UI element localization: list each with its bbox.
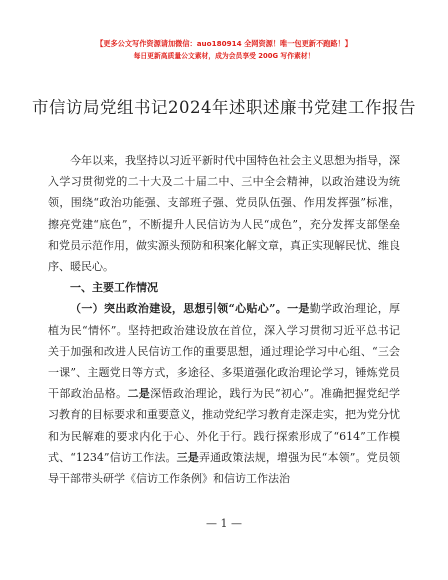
intro-paragraph: 今年以来，我坚持以习近平新时代中国特色社会主义思想为指导，深入学习贯彻党的二十大及二十届二中、三中全会精神，以政治建设为统领，围绕“政治功能强、支部班子强、党员队伍强、作用发挥强”标准，擦亮党建“底色”，不断提升人民信访为人民“成色”，充分发挥支部堡垒和党员示范作用，做实源头预防和积案化解文章，真正实现解民忧、维良序、暖民心。 — [48, 154, 400, 274]
subsection-title: （一）突出政治建设，思想引领“心贴心”。 — [70, 302, 288, 316]
point-text-1: 勤学政治理论，厚植为民“情怀”。坚持把政治建设放在首位，深入学习贯彻习近平总书记关于加强和改进人民信访工作的重要思想，通过理论学习中心组、“三会一课”、主题党日等方式，多途径、多渠道强化政治理论学习，锤炼党员干部政治品格。 — [48, 302, 401, 401]
point-label-3: 三是 — [176, 450, 199, 464]
promo-line-1: 【更多公文写作资源请加微信：auo180914 全网资源！唯一包更新不跑路！】 — [96, 39, 352, 48]
point-label-2: 二是 — [127, 387, 151, 401]
section-heading-1: 一、主要工作情况 — [70, 281, 158, 295]
document-body — [48, 150, 400, 489]
body-paragraph — [48, 298, 400, 489]
promo-line-2: 每日更新高质量公文素材，成为会员享受 200G 写作素材！ — [133, 52, 315, 60]
promo-banner — [0, 38, 448, 62]
page-number: — 1 — — [206, 517, 242, 530]
point-text-3: 弄通政策法规，增强为民“本领”。党员领导干部带头研学《信访工作条例》和信访工作法治 — [48, 450, 400, 486]
point-label-1: 一是 — [287, 302, 310, 316]
document-title: 市信访局党组书记2024年述职述廉书党建工作报告 — [32, 98, 416, 117]
point-text-2: 深悟政治理论，践行为民“初心”。准确把握党纪学习教育的目标要求和重要意义，推动党纪学习教育走深走实，把为党分忧和为民解难的要求内化于心、外化于行。践行探索形成了“614”工作模式、“1234”信访工作法。 — [48, 387, 401, 464]
